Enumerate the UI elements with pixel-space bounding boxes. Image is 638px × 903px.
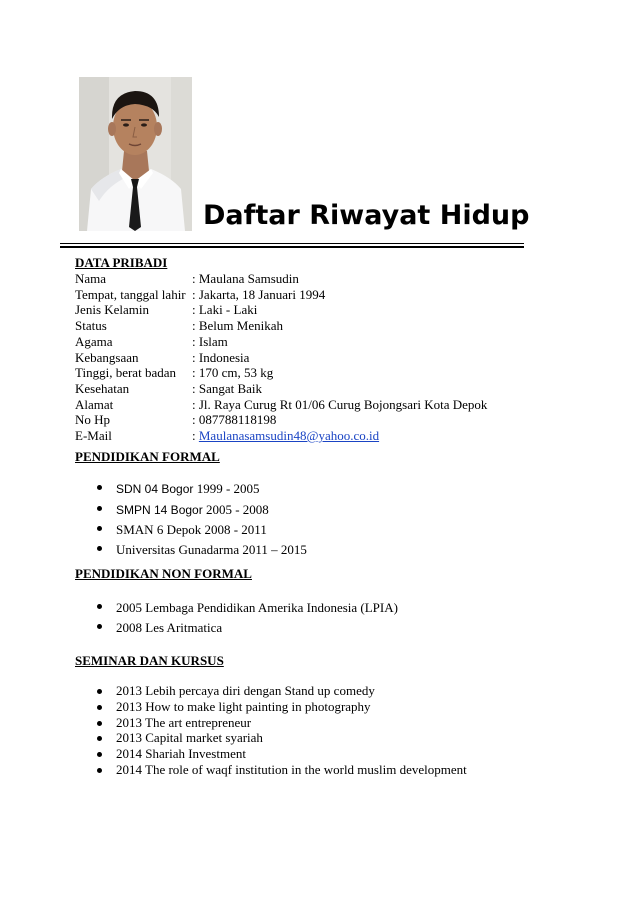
list-item: 2013 The art entrepreneur [95, 715, 467, 731]
page-title: Daftar Riwayat Hidup [203, 200, 530, 231]
list-item: 2013 How to make light painting in photography [95, 699, 467, 715]
field-label: Tempat, tanggal lahir [75, 286, 186, 302]
field-label: Alamat [75, 396, 114, 412]
list-item: 2005 Lembaga Pendidikan Amerika Indonesia (LPIA) [95, 598, 398, 618]
personal-row-alamat [75, 397, 487, 413]
field-label: Nama [75, 271, 107, 286]
personal-row-email [75, 428, 487, 444]
section-heading-pendidikan-formal: PENDIDIKAN FORMAL [75, 449, 220, 464]
personal-row-kebangsaan [75, 350, 487, 366]
section-heading-pendidikan-non-formal: PENDIDIKAN NON FORMAL [75, 566, 252, 581]
list-item: SDN 04 Bogor 1999 - 2005 [95, 479, 307, 500]
list-item: 2013 Lebih percaya diri dengan Stand up comedy [95, 683, 467, 699]
personal-row-ttl [75, 287, 487, 303]
field-value: : Belum Menikah [192, 318, 283, 334]
field-value: : 087788118198 [192, 412, 277, 428]
personal-row-nama [75, 271, 487, 287]
field-label: Tinggi, berat badan [75, 365, 176, 381]
field-label: Kebangsaan [75, 349, 139, 365]
field-label: No Hp [75, 412, 111, 428]
field-label: Kesehatan [75, 380, 130, 396]
list-item: Universitas Gunadarma 2011 – 2015 [95, 540, 307, 560]
personal-row-kesehatan [75, 381, 487, 397]
title-divider-thick [60, 246, 524, 248]
field-value: : [192, 428, 199, 444]
list-item: 2008 Les Aritmatica [95, 618, 398, 638]
email-link[interactable]: Maulanasamsudin48@yahoo.co.id [198, 428, 380, 444]
list-item: 2014 Shariah Investment [95, 746, 467, 762]
list-item: SMPN 14 Bogor 2005 - 2008 [95, 500, 307, 521]
field-value: : Jl. Raya Curug Rt 01/06 Curug Bojongsari Kota Depok [192, 396, 488, 412]
list-item: 2014 The role of waqf institution in the world muslim development [95, 762, 467, 778]
field-value: : Indonesia [192, 349, 250, 365]
formal-education-list [95, 479, 307, 559]
field-value: : Maulana Samsudin [192, 271, 299, 286]
section-heading-seminar: SEMINAR DAN KURSUS [75, 653, 224, 668]
field-label: E-Mail [75, 428, 112, 444]
field-value: : Sangat Baik [192, 380, 263, 396]
personal-row-status [75, 318, 487, 334]
personal-row-tinggi-berat [75, 365, 487, 381]
field-value: : Islam [192, 333, 228, 349]
personal-data-table [75, 271, 487, 444]
personal-row-agama [75, 334, 487, 350]
field-label: Agama [75, 333, 113, 349]
field-label: Status [75, 318, 107, 334]
title-divider-thin [60, 243, 524, 244]
personal-row-no-hp [75, 412, 487, 428]
list-item: SMAN 6 Depok 2008 - 2011 [95, 520, 307, 540]
personal-row-jenis-kelamin [75, 302, 487, 318]
seminar-list [95, 683, 467, 778]
list-item: 2013 Capital market syariah [95, 730, 467, 746]
non-formal-education-list [95, 598, 398, 637]
section-heading-data-pribadi: DATA PRIBADI [75, 255, 168, 270]
field-label: Jenis Kelamin [75, 302, 150, 318]
field-value: : Jakarta, 18 Januari 1994 [192, 286, 326, 302]
field-value: : Laki - Laki [192, 302, 258, 318]
field-value: : 170 cm, 53 kg [192, 365, 274, 381]
profile-photo [79, 77, 192, 231]
